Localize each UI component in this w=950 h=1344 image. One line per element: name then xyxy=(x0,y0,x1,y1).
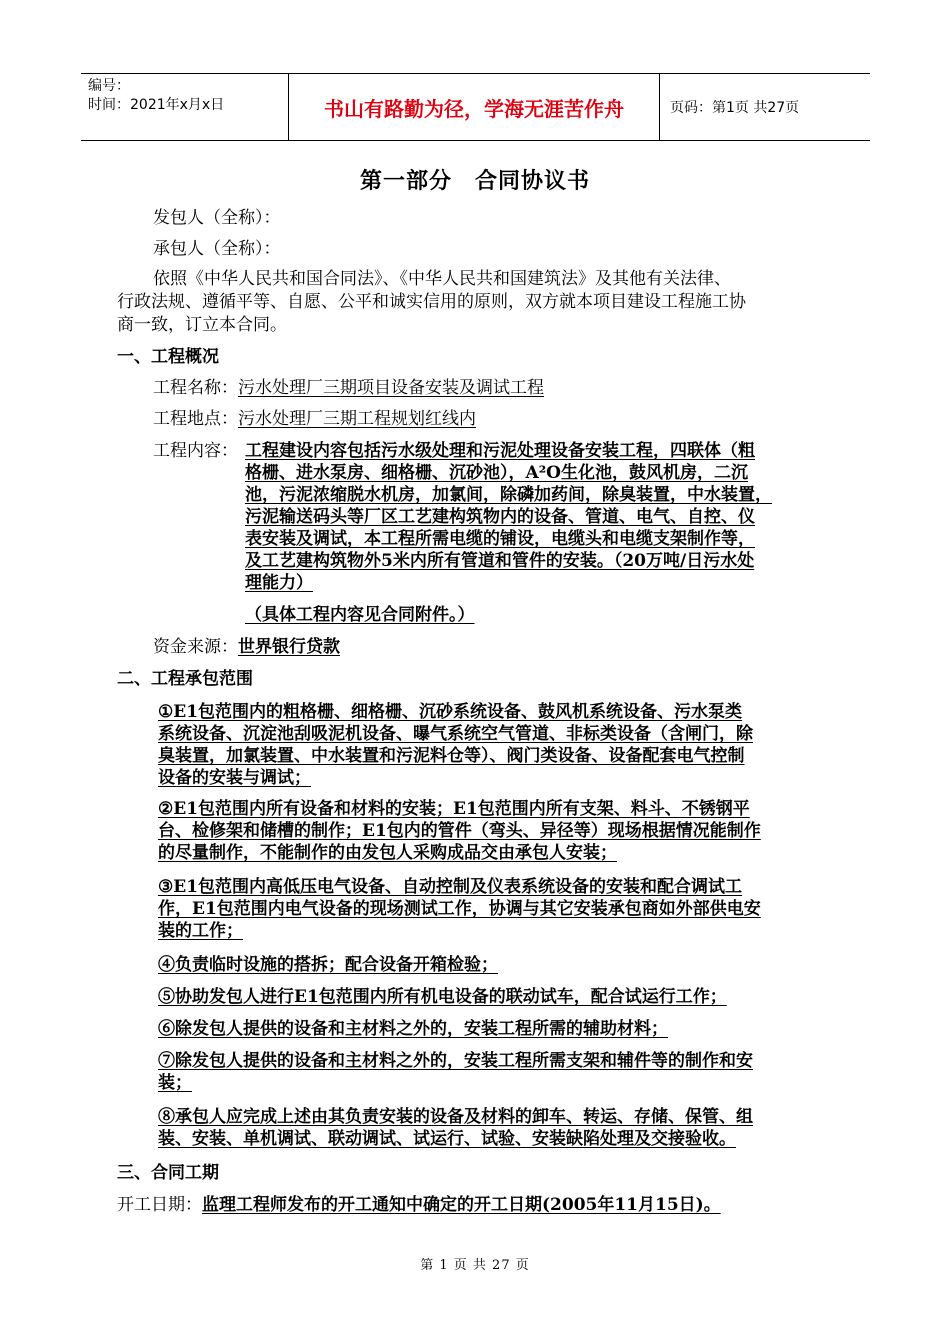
project-name-value: 污水处理厂三期项目设备安装及调试工程 xyxy=(238,378,544,398)
scope-item-line: 台、检修架和储槽的制作；E1包内的管件（弯头、异径等）现场根据情况能制作 xyxy=(158,821,761,841)
fund-row xyxy=(153,636,340,659)
header-meta xyxy=(81,74,288,140)
field-label: 资金来源： xyxy=(153,637,238,657)
scope-item-line: ⑥除发包人提供的设备和主材料之外的，安装工程所需的辅助材料； xyxy=(158,1019,668,1039)
field-label: 开工日期： xyxy=(117,1195,202,1215)
number-label: 编号： xyxy=(88,78,130,94)
content-line: 表安装及调试，本工程所需电缆的铺设，电缆头和电缆支架制作等， xyxy=(245,529,755,549)
project-location-row xyxy=(153,408,476,431)
employer-line: 发包人（全称）： xyxy=(153,208,281,228)
preamble-line: 依照《中华人民共和国合同法》、《中华人民共和国建筑法》及其他有关法律、 xyxy=(153,269,731,289)
scope-item-line: 臭装置，加氯装置、中水装置和污泥料仓等）、阀门类设备、设备配套电气控制 xyxy=(158,746,745,766)
scope-item-line: ①E1包范围内的粗格栅、细格栅、沉砂系统设备、鼓风机系统设备、污水泵类 xyxy=(158,702,743,722)
scope-item xyxy=(158,1106,753,1150)
section-heading: 二、工程承包范围 xyxy=(117,669,253,689)
scope-item-line: 系统设备、沉淀池刮吸泥机设备、曝气系统空气管道、非标类设备（含闸门，除 xyxy=(158,724,753,744)
scope-item xyxy=(158,798,761,864)
date-label: 时间：2021年x月x日 xyxy=(88,97,225,113)
scope-item-line: 的尽量制作，不能制作的由发包人采购成品交由承包人安装； xyxy=(158,843,617,863)
scope-item xyxy=(158,954,498,976)
scope-item xyxy=(158,876,761,942)
header-table xyxy=(81,73,870,141)
scope-item-line: 装； xyxy=(158,1073,192,1093)
content-note: （具体工程内容见合同附件。） xyxy=(245,605,475,625)
scope-item xyxy=(158,1018,668,1040)
section-heading: 一、工程概况 xyxy=(117,347,219,367)
fund-value: 世界银行贷款 xyxy=(238,637,340,657)
scope-item xyxy=(158,1050,753,1094)
field-label: 工程地点： xyxy=(153,409,238,429)
scope-item-line: ③E1包范围内高低压电气设备、自动控制及仪表系统设备的安装和配合调试工 xyxy=(158,877,743,897)
page-footer: 第 1 页 共 27 页 xyxy=(420,1258,530,1273)
project-location-value: 污水处理厂三期工程规划红线内 xyxy=(238,409,476,429)
document-title: 第一部分 合同协议书 xyxy=(359,169,590,194)
content-line: 池，污泥浓缩脱水机房，加氯间，除磷加药间，除臭装置，中水装置， xyxy=(245,485,772,505)
project-content xyxy=(245,440,772,594)
content-line: 理能力） xyxy=(245,573,313,593)
header-page-info: 页码：第1页 共27页 xyxy=(670,100,800,116)
start-date-value: 监理工程师发布的开工通知中确定的开工日期(2005年11月15日)。 xyxy=(202,1195,721,1215)
header-motto: 书山有路勤为径，学海无涯苦作舟 xyxy=(288,74,660,140)
content-line: 及工艺建构筑物外5米内所有管道和管件的安装。（20万吨/日污水处 xyxy=(245,551,755,571)
project-name-row xyxy=(153,377,544,400)
scope-item xyxy=(158,701,753,789)
preamble-line: 商一致，订立本合同。 xyxy=(117,315,287,335)
section-heading: 三、合同工期 xyxy=(117,1163,219,1183)
scope-item-line: ⑤协助发包人进行E1包范围内所有机电设备的联动试车，配合试运行工作； xyxy=(158,987,727,1007)
content-line: 工程建设内容包括污水级处理和污泥处理设备安装工程，四联体（粗 xyxy=(245,441,755,461)
content-label: 工程内容： xyxy=(153,441,238,461)
field-label: 工程名称： xyxy=(153,378,238,398)
scope-item-line: ⑧承包人应完成上述由其负责安装的设备及材料的卸车、转运、存储、保管、组 xyxy=(158,1107,753,1127)
content-line: 格栅、进水泵房、细格栅、沉砂池），A²O生化池，鼓风机房，二沉 xyxy=(245,463,748,483)
contractor-line: 承包人（全称）： xyxy=(153,239,281,259)
scope-item-line: ②E1包范围内所有设备和材料的安装；E1包范围内所有支架、料斗、不锈钢平 xyxy=(158,799,750,819)
scope-item-line: 设备的安装与调试； xyxy=(158,768,311,788)
start-date-row xyxy=(117,1194,721,1217)
scope-item-line: 装的工作； xyxy=(158,921,243,941)
scope-item-line: ⑦除发包人提供的设备和主材料之外的，安装工程所需支架和辅件等的制作和安 xyxy=(158,1051,753,1071)
content-line: 污泥输送码头等厂区工艺建构筑物内的设备、管道、电气、自控、仪 xyxy=(245,507,755,527)
scope-item-line: ④负责临时设施的搭拆；配合设备开箱检验； xyxy=(158,955,498,975)
scope-item xyxy=(158,986,727,1008)
scope-item-line: 装、安装、单机调试、联动调试、试运行、试验、安装缺陷处理及交接验收。 xyxy=(158,1129,736,1149)
scope-item-line: 作，E1包范围内电气设备的现场测试工作，协调与其它安装承包商如外部供电安 xyxy=(158,899,761,919)
preamble-line: 行政法规、遵循平等、自愿、公平和诚实信用的原则，双方就本项目建设工程施工协 xyxy=(117,292,746,312)
